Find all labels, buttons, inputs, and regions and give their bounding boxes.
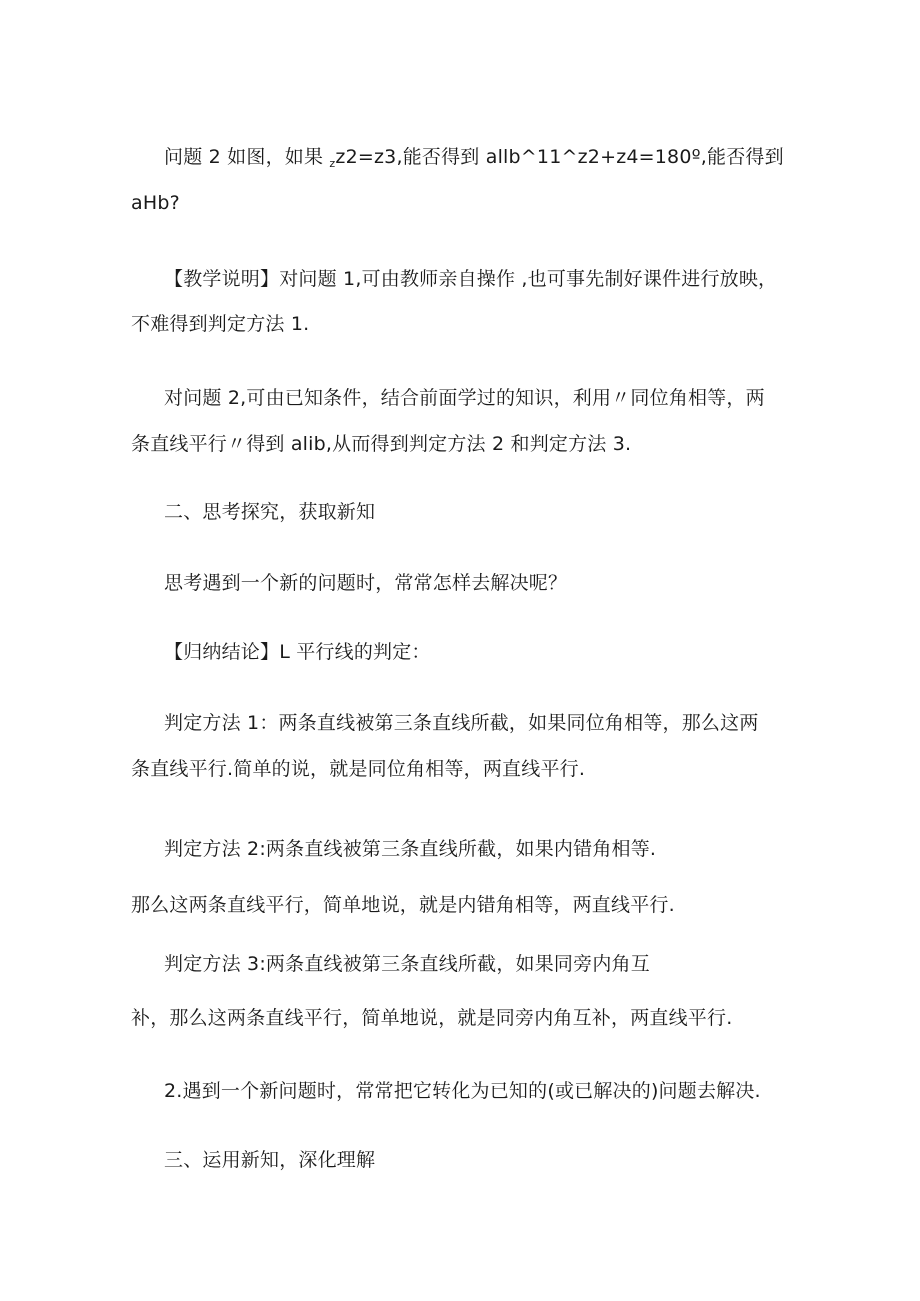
problem2-note-line2: 条直线平行〃得到 alib,从而得到判定方法 2 和判定方法 3.: [131, 433, 632, 455]
problem2-line1: [164, 145, 784, 172]
teaching-note-line1: 【教学说明】对问题 1,可由教师亲自操作 ,也可事先制好课件进行放映，: [164, 268, 778, 290]
method1-line2: 条直线平行.简单的说，就是同位角相等，两直线平行.: [131, 758, 586, 780]
teaching-note-line2: 不难得到判定方法 1.: [131, 313, 310, 335]
method2-line2: 那么这两条直线平行，简单地说，就是内错角相等，两直线平行.: [131, 894, 675, 916]
problem2-rest: z2=z3,能否得到 allb^11^z2+z4=180º,能否得到: [335, 146, 784, 168]
section3-heading: 三、运用新知，深化理解: [164, 1149, 376, 1171]
problem2-note-line1: 对问题 2,可由已知条件，结合前面学过的知识，利用〃同位角相等，两: [164, 387, 765, 409]
method3-line2: 补，那么这两条直线平行，简单地说，就是同旁内角互补，两直线平行.: [131, 1007, 733, 1029]
conclusion-heading: 【归纳结论】L 平行线的判定：: [164, 641, 431, 663]
section2-heading: 二、思考探究，获取新知: [164, 501, 376, 523]
problem2-prefix: 问题 2 如图，如果: [164, 146, 330, 168]
think-paragraph: 思考遇到一个新的问题时，常常怎样去解决呢？: [164, 572, 568, 594]
problem2-line2: aHb?: [131, 192, 180, 214]
problem2-subscript-mark: z: [329, 157, 336, 170]
method3-line1: 判定方法 3:两条直线被第三条直线所截，如果同旁内角互: [164, 953, 650, 975]
point2-paragraph: 2.遇到一个新问题时，常常把它转化为已知的(或已解决的)问题去解决.: [164, 1080, 761, 1102]
method1-line1: 判定方法 1：两条直线被第三条直线所截，如果同位角相等，那么这两: [164, 712, 759, 734]
method2-line1: 判定方法 2:两条直线被第三条直线所截，如果内错角相等.: [164, 838, 657, 860]
